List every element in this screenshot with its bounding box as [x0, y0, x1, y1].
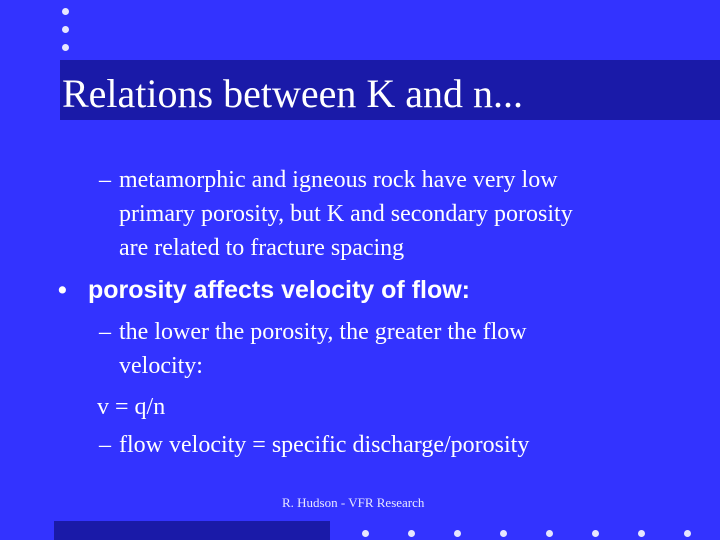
sub-bullet-3 [99, 428, 709, 462]
sub-bullet-line: primary porosity, but K and secondary porosity [119, 201, 573, 227]
sub-bullet-line: flow velocity = specific discharge/porosity [119, 432, 530, 458]
bottom-band [54, 521, 330, 540]
decorative-dot [362, 530, 369, 537]
slide-footer: R. Hudson - VFR Research [282, 495, 425, 510]
slide-title: Relations between K and n... [62, 71, 523, 116]
decorative-dot [408, 530, 415, 537]
bullet-marker: • [58, 276, 67, 304]
velocity-formula: v = q/n [97, 394, 166, 420]
decorative-dot [62, 44, 69, 51]
decorative-dot [454, 530, 461, 537]
decorative-dot [500, 530, 507, 537]
decorative-dot [638, 530, 645, 537]
decorative-dot [546, 530, 553, 537]
dash-marker: – [99, 432, 111, 458]
main-bullet-text: porosity affects velocity of flow: [88, 276, 471, 304]
dash-marker: – [99, 319, 111, 345]
decorative-dot [62, 8, 69, 15]
sub-bullet-1 [99, 163, 709, 265]
decorative-dot [62, 26, 69, 33]
decorative-dot [592, 530, 599, 537]
sub-bullet-2 [99, 315, 709, 383]
sub-bullet-line: are related to fracture spacing [119, 235, 405, 261]
decorative-dot [684, 530, 691, 537]
dash-marker: – [99, 167, 111, 193]
sub-bullet-line: metamorphic and igneous rock have very low [119, 167, 558, 193]
sub-bullet-line: velocity: [119, 353, 203, 379]
sub-bullet-line: the lower the porosity, the greater the flow [119, 319, 527, 345]
